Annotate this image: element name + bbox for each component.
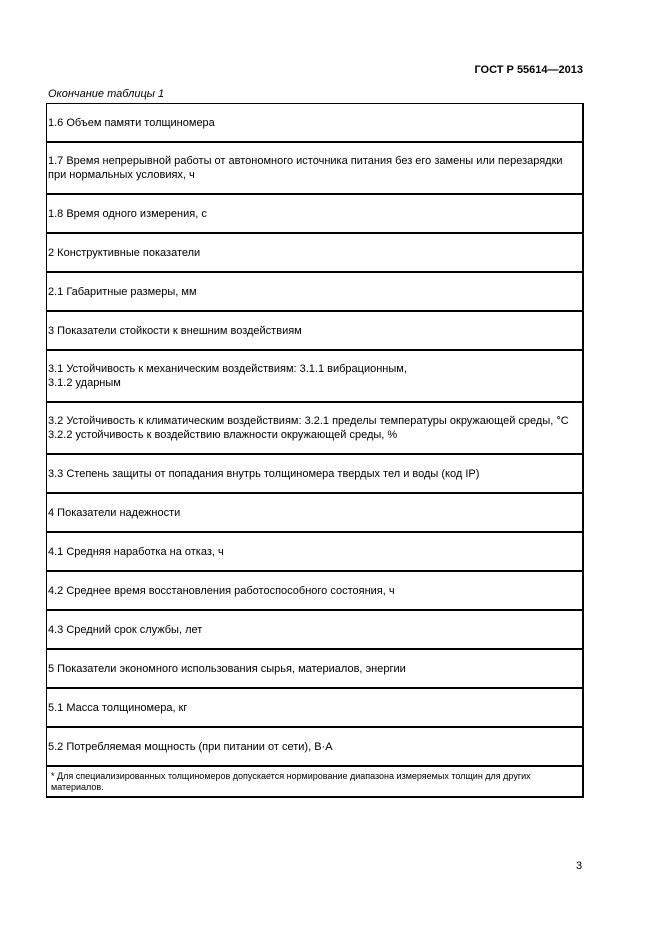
table-row xyxy=(47,572,584,611)
row-text: 3.3 Степень защиты от попадания внутрь толщиномера твердых тел и воды (код IP) xyxy=(48,467,480,480)
table-row xyxy=(47,351,584,403)
table-row xyxy=(47,104,584,143)
row-text: 5 Показатели экономного использования сырья, материалов, энергии xyxy=(48,662,406,675)
table-caption: Окончание таблицы 1 xyxy=(48,88,165,100)
row-text: 4.3 Средний срок службы, лет xyxy=(48,623,203,636)
row-text: 1.7 Время непрерывной работы от автономного источника питания без его замены или перезарядки при нормальных условиях, ч xyxy=(48,155,563,181)
table-row xyxy=(47,650,584,689)
row-text: 3.2 Устойчивость к климатическим воздействиям: 3.2.1 пределы температуры окружающей среды, °С 3.2.2 устойчивость к воздействию влажности окружающей среды, % xyxy=(48,415,569,441)
table-row xyxy=(47,728,584,767)
table-row xyxy=(47,273,584,312)
table-row xyxy=(47,234,584,273)
table-row xyxy=(47,533,584,572)
table-row xyxy=(47,143,584,195)
row-text: 4.2 Среднее время восстановления работоспособного состояния, ч xyxy=(48,584,395,597)
table-row xyxy=(47,455,584,494)
table-row xyxy=(47,689,584,728)
row-text: 5.1 Масса толщиномера, кг xyxy=(48,701,188,714)
document-id: ГОСТ Р 55614—2013 xyxy=(474,64,583,76)
table-row xyxy=(47,312,584,351)
table-row xyxy=(47,403,584,455)
row-text: 1.8 Время одного измерения, с xyxy=(48,207,207,220)
row-text: 1.6 Объем памяти толщиномера xyxy=(48,116,215,129)
row-text: 2 Конструктивные показатели xyxy=(48,246,201,259)
row-text: 3.1 Устойчивость к механическим воздействиям: 3.1.1 вибрационным, 3.1.2 ударным xyxy=(48,363,407,389)
row-text: 4 Показатели надежности xyxy=(48,506,181,519)
row-text: 5.2 Потребляемая мощность (при питании от сети), В·А xyxy=(48,740,333,753)
table-row xyxy=(47,494,584,533)
row-text: 2.1 Габаритные размеры, мм xyxy=(48,285,197,298)
page-number: 3 xyxy=(576,860,583,872)
table-row xyxy=(47,195,584,234)
table-footnote: * Для специализированных толщиномеров допускается нормирование диапазона измеряемых толщин для других материалов. xyxy=(47,767,584,798)
indicators-table xyxy=(46,103,584,798)
row-text: 4.1 Средняя наработка на отказ, ч xyxy=(48,545,224,558)
table-row xyxy=(47,611,584,650)
row-text: 3 Показатели стойкости к внешним воздействиям xyxy=(48,324,302,337)
